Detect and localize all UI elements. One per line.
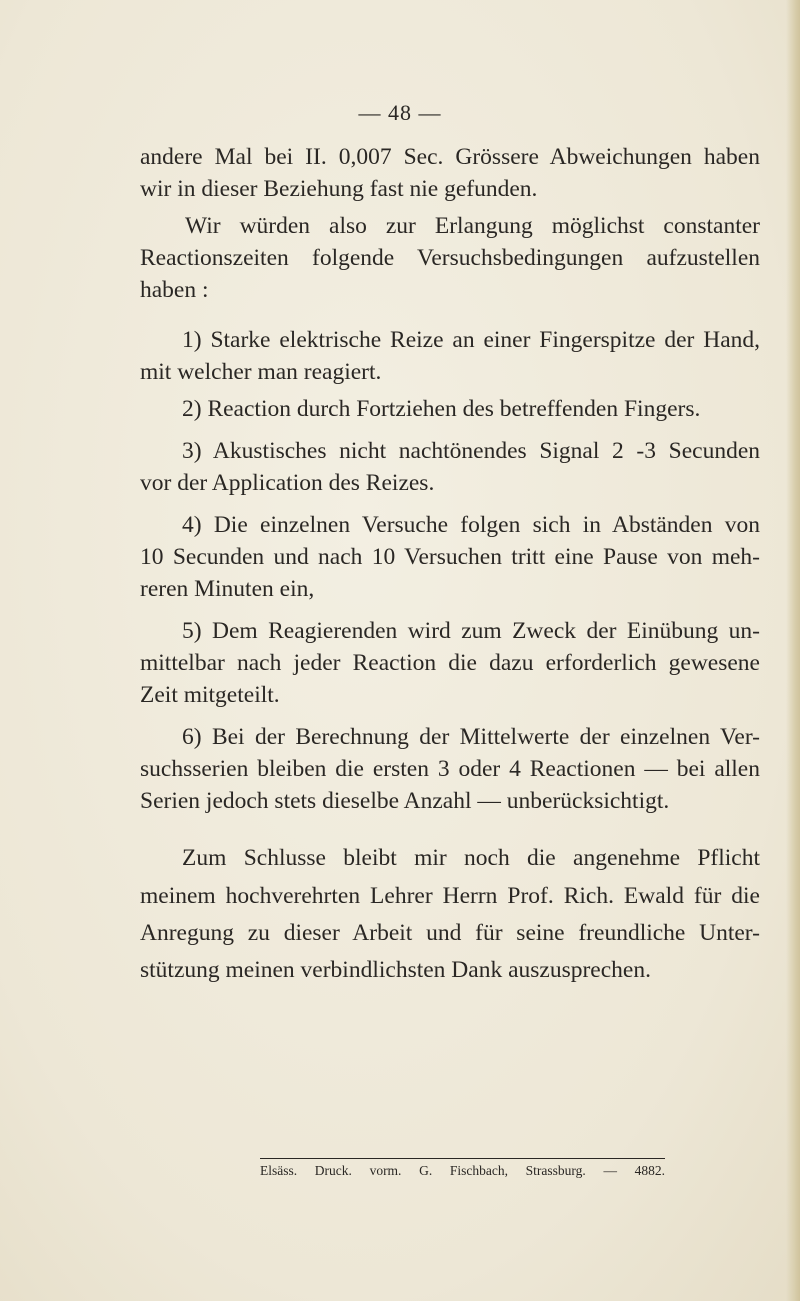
text-line: 1) Starke elektrische Reize an einer Fingerspitze der Hand, (182, 327, 760, 353)
text-line: 6) Bei der Berechnung der Mittelwerte der einzelnen Ver- (182, 724, 760, 750)
text-line: andere Mal bei II. 0,007 Sec. Grössere Abweichungen haben (140, 144, 760, 170)
text-line: mittelbar nach jeder Reaction die dazu erforderlich gewesene (140, 650, 760, 676)
text-line: meinem hochverehrten Lehrer Herrn Prof. Rich. Ewald für die (140, 883, 760, 909)
text-line: mit welcher man reagiert. (140, 359, 382, 385)
text-line: wir in dieser Beziehung fast nie gefunden. (140, 176, 538, 202)
text-line: Zeit mitgeteilt. (140, 682, 280, 708)
text-line: Anregung zu dieser Arbeit und für seine freundliche Unter- (140, 920, 760, 946)
text-line: Zum Schlusse bleibt mir noch die angenehme Pflicht (182, 845, 760, 871)
text-line: 2) Reaction durch Fortziehen des betreffenden Fingers. (182, 396, 701, 422)
text-line: Wir würden also zur Erlangung möglichst constanter (185, 213, 760, 239)
page-number: — 48 — (358, 100, 442, 125)
text-line: reren Minuten ein, (140, 576, 315, 602)
text-line: vor der Application des Reizes. (140, 470, 435, 496)
text-line: 4) Die einzelnen Versuche folgen sich in Abständen von (182, 512, 760, 538)
printer-imprint: Elsäss. Druck. vorm. G. Fischbach, Strassburg. — 4882. (260, 1158, 665, 1179)
text-line: 10 Secunden und nach 10 Versuchen tritt eine Pause von meh- (140, 544, 760, 570)
text-line: Reactionszeiten folgende Versuchsbedingungen aufzustellen (140, 245, 760, 271)
text-line: haben : (140, 277, 209, 303)
text-line: Serien jedoch stets dieselbe Anzahl — unberücksichtigt. (140, 788, 670, 814)
text-line: stützung meinen verbindlichsten Dank auszusprechen. (140, 957, 651, 983)
text-line: 5) Dem Reagierenden wird zum Zweck der Einübung un- (182, 618, 760, 644)
page-edge (786, 0, 800, 1301)
text-line: suchsserien bleiben die ersten 3 oder 4 Reactionen — bei allen (140, 756, 760, 782)
text-line: 3) Akustisches nicht nachtönendes Signal 2 -3 Secunden (182, 438, 760, 464)
